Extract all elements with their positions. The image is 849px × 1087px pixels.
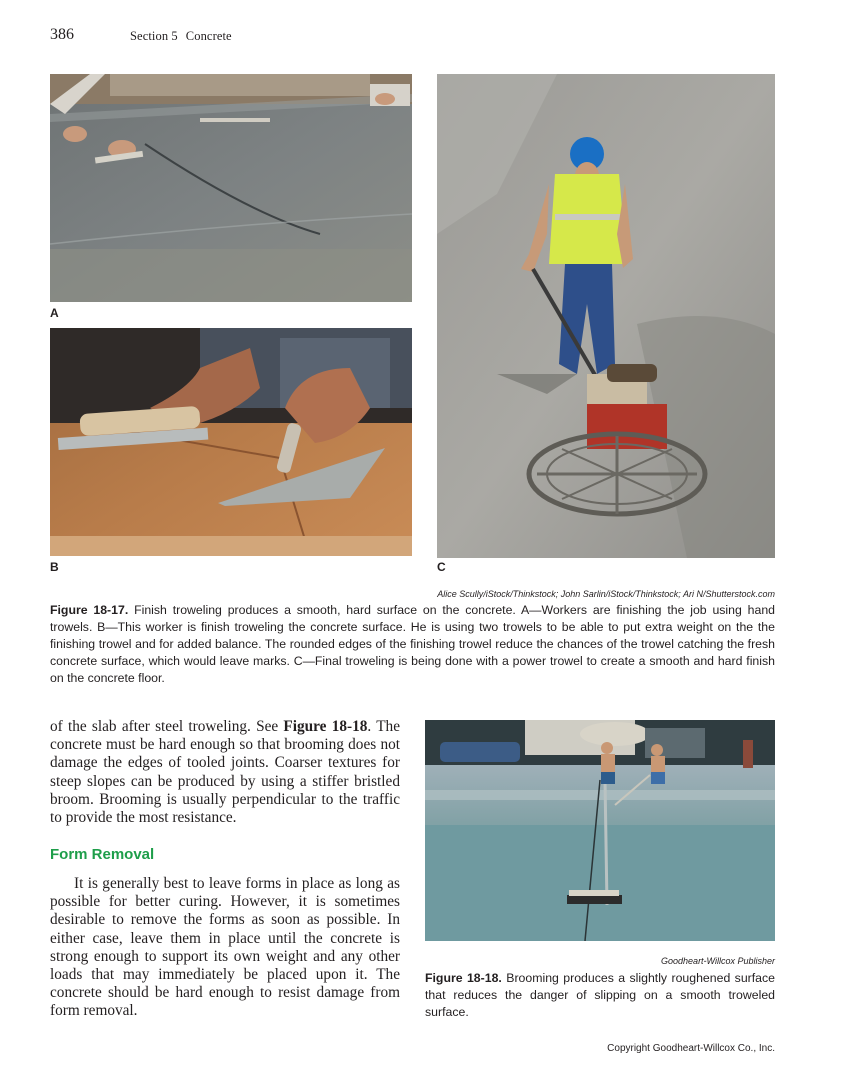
figure-17-caption-text: Finish troweling produces a smooth, hard surface on the concrete. A—Workers are finishing the job using hand trowels. B—This worker is finish troweling the concrete surface. He is using two trowels to be able to put extra weight on the the finishing trowel and for added balance. The rounded edges of the finishing trowel reduce the chances of the trowel catching the fresh concrete surface, which would leave marks. C—Final troweling is being done with a power trowel to create a smooth and hard finish on the concrete floor.: [50, 603, 776, 685]
section-title: Concrete: [185, 29, 232, 43]
para1-end: . The concrete must be hard enough so that brooming does not damage the edges of tooled joints. Coarser textures for steep slopes can be produced by using a stiffer bristled broom. Brooming is usually perpendicular to the traffic to provide the most resistance.: [50, 718, 400, 827]
figure-17-caption: [50, 602, 775, 687]
photo-c-power-trowel: [437, 74, 775, 558]
page-number: 386: [50, 26, 74, 43]
figure-17-number: Figure 18-17.: [50, 603, 129, 617]
figure-18-credit: Goodheart-Willcox Publisher: [661, 956, 775, 966]
copyright-footer: Copyright Goodheart-Willcox Co., Inc.: [607, 1043, 775, 1054]
photo-a-hand-troweling: [50, 74, 412, 302]
heading-form-removal: Form Removal: [50, 846, 155, 863]
section-label: Section 5: [130, 29, 178, 43]
figure-18-caption-text: Brooming produces a slightly roughened surface that reduces the danger of slipping on a smooth troweled surface.: [425, 971, 776, 1019]
photo-brooming: [425, 720, 775, 941]
figure-18-caption: [425, 970, 775, 1021]
body-paragraph-1: [50, 718, 400, 827]
panel-c-label: C: [437, 560, 446, 574]
figure-18-number: Figure 18-18.: [425, 971, 502, 985]
figure-17-credit: Alice Scully/iStock/Thinkstock; John Sarlin/iStock/Thinkstock; Ari N/Shutterstock.com: [437, 589, 775, 599]
photo-b-finish-trowel: [50, 328, 412, 556]
para1-start: of the slab after steel troweling. See: [50, 718, 284, 735]
body-paragraph-2: It is generally best to leave forms in place as long as possible for better curing. However, it is sometimes desirable to remove the forms as soon as possible. In either case, leave them in place until the concrete is strong enough to support its own weight and any other loads that may immediately be placed upon it. The concrete should be hard enough to resist damage from form removal.: [50, 875, 400, 1020]
running-header: [130, 29, 232, 44]
panel-a-label: A: [50, 306, 59, 320]
panel-b-label: B: [50, 560, 59, 574]
figure-18-18-reference: Figure 18-18: [283, 718, 368, 735]
